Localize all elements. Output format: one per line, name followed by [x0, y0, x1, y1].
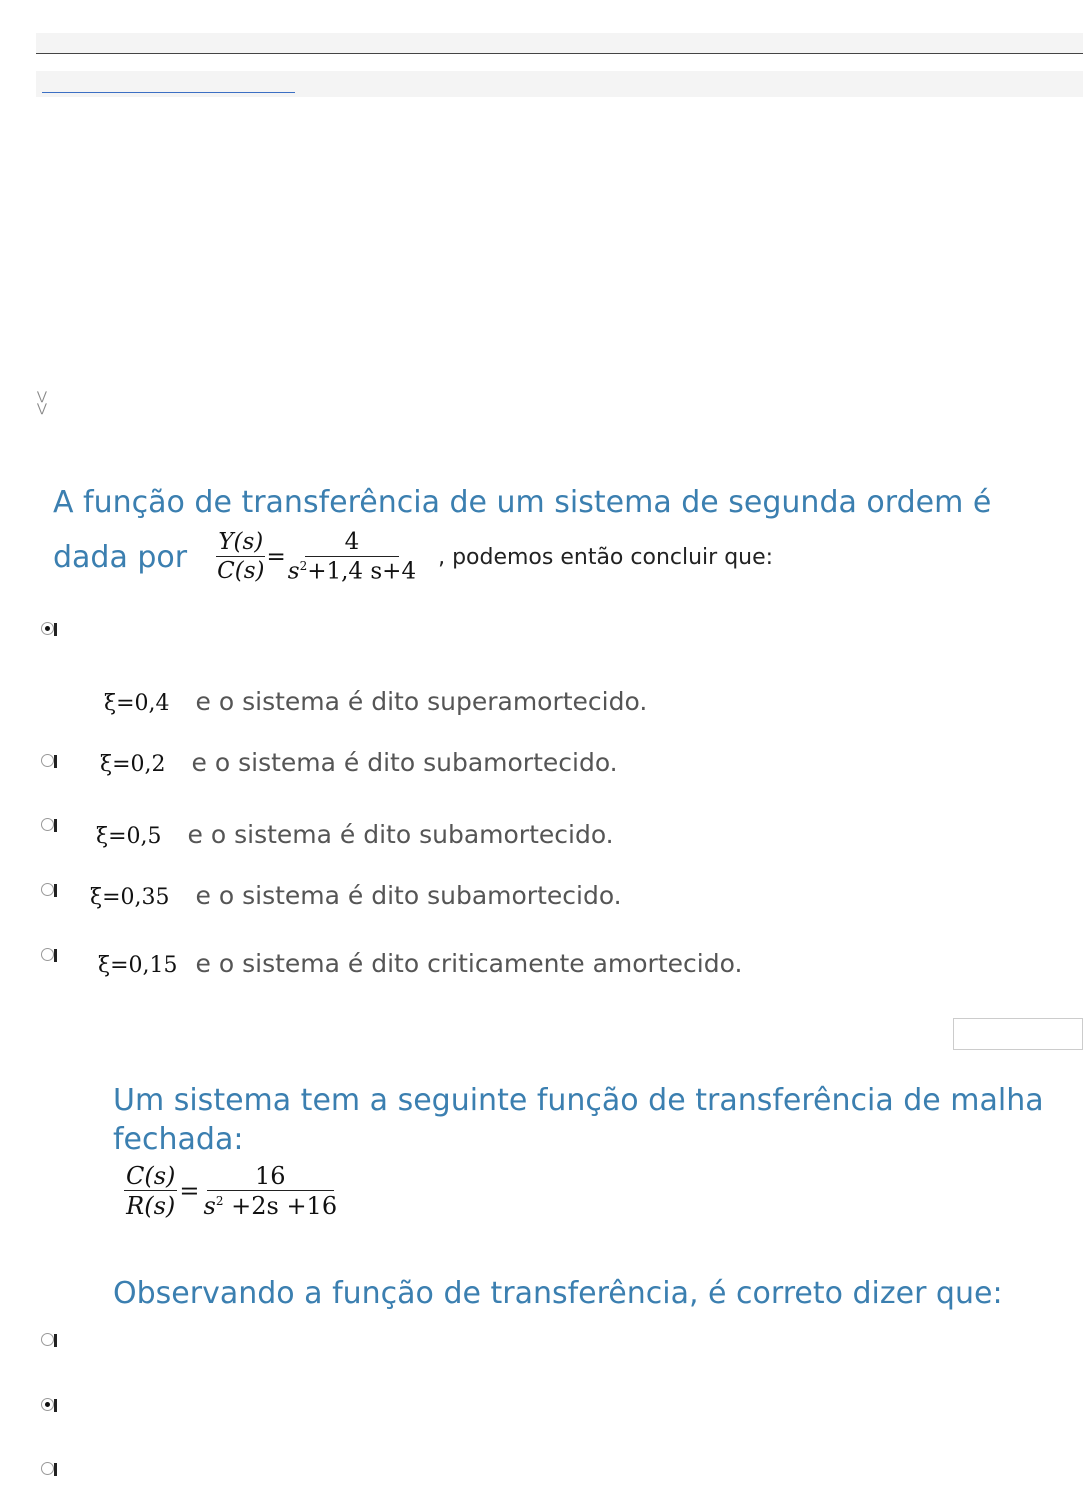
double-chevron-down-icon[interactable]: ⋁ ⋁	[37, 389, 47, 415]
q1-option-1	[104, 687, 647, 716]
q1-option-4-radio[interactable]	[41, 883, 54, 896]
formula2-fraction-left	[124, 1164, 177, 1218]
formula2-fraction-right	[202, 1164, 340, 1218]
q1-option-2	[100, 748, 618, 777]
formula2-denominator-left: R(s)	[126, 1192, 176, 1220]
question1-text-line1: A função de transferência de um sistema de segunda ordem é	[53, 485, 992, 520]
formula2-denominator-right: $s^2 +2s +16$	[203, 1192, 338, 1220]
q1-option-3-radio[interactable]	[41, 818, 54, 831]
q1-option-4-xi: ξ=0,35	[90, 885, 170, 910]
question2-text-line1: Um sistema tem a seguinte função de transferência de malha	[113, 1083, 1044, 1118]
question1-prefix: dada por	[53, 539, 188, 575]
q1-option-4	[90, 881, 622, 910]
q1-option-3	[96, 820, 614, 849]
q1-option-3-xi: ξ=0,5	[96, 824, 162, 849]
q1-option-2-xi: ξ=0,2	[100, 752, 166, 777]
formula-denominator-right: $s^2+1,4$ s+4	[287, 558, 417, 585]
q1-option-1-xi: ξ=0,4	[104, 691, 170, 716]
question1-text-line2	[53, 531, 773, 584]
formula2-numerator-left: C(s)	[126, 1162, 176, 1190]
q1-option-4-text: e o sistema é dito subamortecido.	[195, 881, 622, 910]
breadcrumb-link[interactable]	[42, 92, 295, 93]
q1-option-2-text: e o sistema é dito subamortecido.	[191, 748, 618, 777]
breadcrumb-bar	[36, 71, 1083, 97]
question1-formula	[215, 531, 418, 584]
q1-option-5-xi: ξ=0,15	[98, 953, 178, 978]
q1-option-3-text: e o sistema é dito subamortecido.	[187, 820, 614, 849]
q2-option-1-radio[interactable]	[41, 1333, 54, 1346]
formula2-numerator-right: 16	[207, 1164, 334, 1191]
formula-numerator-right: 4	[305, 531, 400, 557]
question-nav-box[interactable]	[953, 1018, 1083, 1050]
question2-text-line3: Observando a função de transferência, é correto dizer que:	[113, 1276, 1003, 1311]
question2-text-line2: fechada:	[113, 1122, 244, 1157]
q1-option-2-radio[interactable]	[41, 754, 54, 767]
q1-option-5-text: e o sistema é dito criticamente amortecido.	[195, 949, 743, 978]
q1-option-5	[98, 949, 742, 978]
formula-equals: =	[266, 544, 286, 571]
q1-option-1-radio[interactable]	[41, 622, 54, 635]
question1-suffix: , podemos então concluir que:	[438, 544, 774, 570]
formula-fraction-left	[215, 531, 266, 583]
formula-fraction-right	[286, 531, 418, 584]
q2-option-3-radio[interactable]	[41, 1462, 54, 1475]
formula2-equals: =	[179, 1177, 200, 1205]
formula-numerator-left: Y(s)	[218, 529, 264, 556]
q2-option-2-radio[interactable]	[41, 1398, 54, 1411]
q1-option-5-radio[interactable]	[41, 948, 54, 961]
formula-denominator-left: C(s)	[217, 558, 265, 585]
top-navigation-bar	[36, 33, 1083, 54]
q1-option-1-text: e o sistema é dito superamortecido.	[195, 687, 648, 716]
question2-formula	[124, 1164, 339, 1218]
